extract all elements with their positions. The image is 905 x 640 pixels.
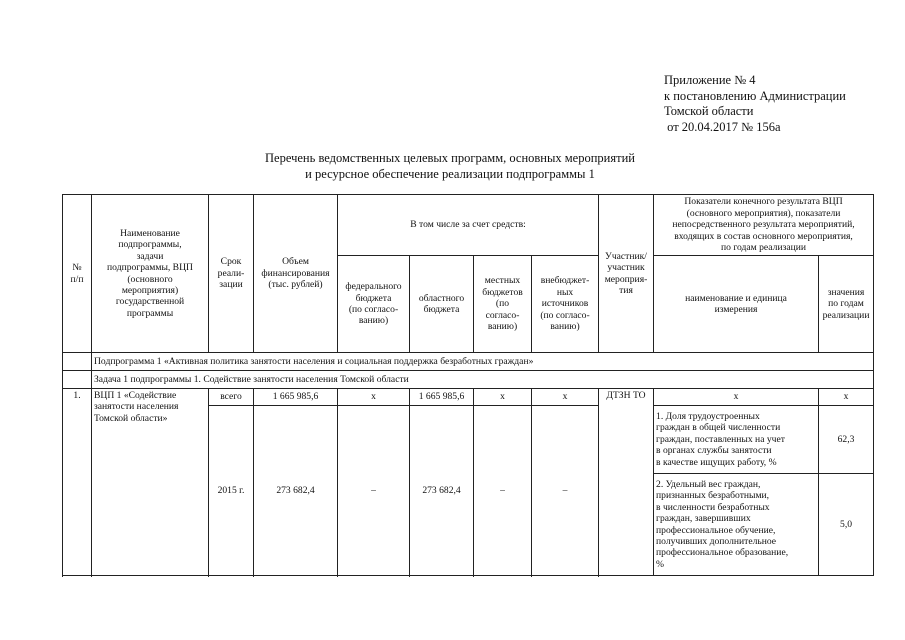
- appendix-line: от 20.04.2017 № 156а: [664, 119, 781, 134]
- title-line: Перечень ведомственных целевых программ, основных мероприятий: [265, 151, 635, 165]
- vcp-num: 1.: [63, 389, 92, 576]
- year-regional: 273 682,4: [410, 406, 474, 576]
- indicator-1-value: 62,3: [819, 406, 874, 474]
- header-regional: областного бюджета: [410, 256, 474, 353]
- year-term: 2015 г.: [209, 406, 254, 576]
- header-term: Срок реали- зации: [209, 195, 254, 353]
- total-offbudget: х: [532, 389, 599, 406]
- header-indicator-value: значения по годам реализации: [819, 256, 874, 353]
- appendix-block: [664, 73, 869, 135]
- subprogram-row: Подпрограмма 1 «Активная политика занятости населения и социальная поддержка безработных граждан»: [92, 353, 874, 371]
- empty-cell: [63, 353, 92, 371]
- year-local: –: [474, 406, 532, 576]
- task-row: Задача 1 подпрограммы 1. Содействие занятости населения Томской области: [92, 371, 874, 389]
- header-name: Наименование подпрограммы, задачи подпрограммы, ВЦП (основного мероприятия) государственной программы: [92, 195, 209, 353]
- header-indicator-name: наименование и единица измерения: [654, 256, 819, 353]
- header-indicators-group: Показатели конечного результата ВЦП (основного мероприятия), показатели непосредственного результата мероприятий, входящих в состав основного мероприятия, по годам реализации: [654, 195, 874, 256]
- header-federal: федерального бюджета (по согласо- ванию): [338, 256, 410, 353]
- vcp-participant: ДТЗН ТО: [599, 389, 654, 576]
- year-federal: –: [338, 406, 410, 576]
- appendix-line: Приложение № 4: [664, 73, 756, 87]
- year-offbudget: –: [532, 406, 599, 576]
- total-indicator-name: х: [654, 389, 819, 406]
- header-local: местных бюджетов (по согласо- ванию): [474, 256, 532, 353]
- header-sources-group: В том числе за счет средств:: [338, 195, 599, 256]
- total-funding: 1 665 985,6: [254, 389, 338, 406]
- program-table: [62, 194, 874, 576]
- total-term: всего: [209, 389, 254, 406]
- indicator-1-name: 1. Доля трудоустроенных граждан в общей численности граждан, поставленных на учет в органах службы занятости в качестве ищущих работу, %: [654, 406, 819, 474]
- header-funding: Объем финансирования (тыс. рублей): [254, 195, 338, 353]
- document-title: [180, 151, 720, 182]
- header-offbudget: внебюджет- ных источников (по согласо- ванию): [532, 256, 599, 353]
- total-regional: 1 665 985,6: [410, 389, 474, 406]
- header-participant: Участник/ участник мероприя- тия: [599, 195, 654, 353]
- total-local: х: [474, 389, 532, 406]
- appendix-line: Томской области: [664, 104, 754, 118]
- title-line: и ресурсное обеспечение реализации подпрограммы 1: [305, 166, 595, 181]
- total-indicator-value: х: [819, 389, 874, 406]
- indicator-2-name: 2. Удельный вес граждан, признанных безработными, в численности безработных граждан, завершивших профессиональное обучение, получивших дополнительное профессиональное образование, %: [654, 474, 819, 576]
- header-num: № п/п: [63, 195, 92, 353]
- indicator-2-value: 5,0: [819, 474, 874, 576]
- empty-cell: [63, 371, 92, 389]
- vcp-name: ВЦП 1 «Содействие занятости населения Томской области»: [92, 389, 209, 576]
- total-federal: х: [338, 389, 410, 406]
- year-funding: 273 682,4: [254, 406, 338, 576]
- appendix-line: к постановлению Администрации: [664, 88, 846, 103]
